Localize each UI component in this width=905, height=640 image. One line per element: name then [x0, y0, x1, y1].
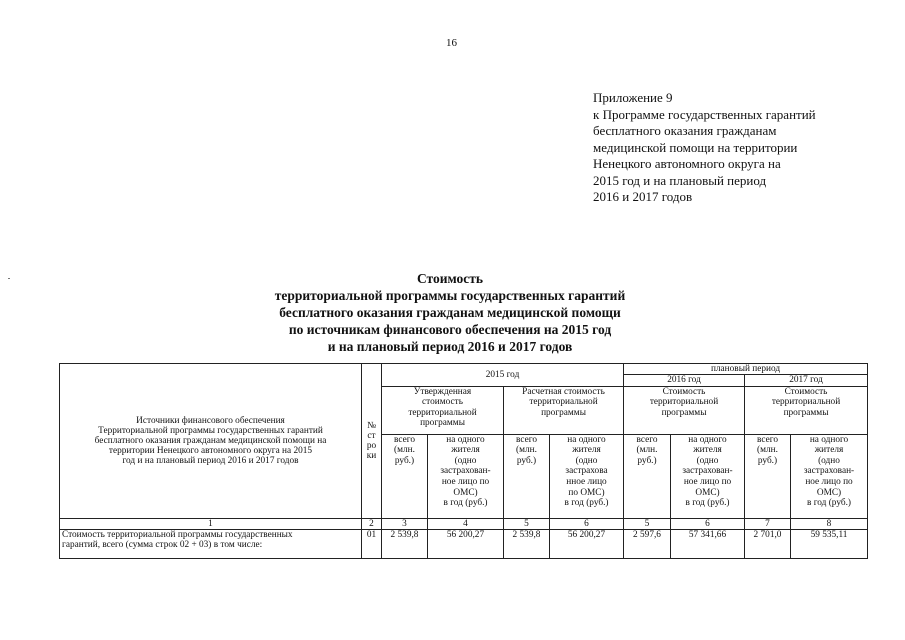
total-header-line: руб.) [394, 455, 415, 466]
source-header-cell [60, 364, 362, 519]
value-cell: 2 539,8 [504, 529, 550, 558]
per-person-line: (одно [454, 455, 477, 466]
per-person-line: застрахован- [682, 466, 733, 477]
estimated-cost-line: Расчетная стоимость [522, 386, 605, 397]
estimated-cost-line: территориальной [529, 397, 598, 408]
title-line: Стоимость [416, 271, 484, 286]
per-person-line: ное лицо по [441, 476, 490, 487]
cost-2017-line: территориальной [771, 397, 841, 408]
total-header-line: (млн. [636, 445, 658, 456]
appendix-line: бесплатного оказания гражданам [593, 123, 777, 138]
per-person-line: застрахова [565, 466, 608, 477]
column-number: 5 [624, 518, 671, 529]
appendix-line: Приложение 9 [593, 90, 673, 105]
total-header-line: руб.) [757, 455, 778, 466]
column-number: 6 [550, 518, 624, 529]
value-cell: 2 539,8 [382, 529, 428, 558]
per-person-line: жителя [814, 445, 844, 456]
source-header-line: год и на плановый период 2016 и 2017 годов [122, 455, 299, 466]
appendix-note [593, 90, 816, 206]
approved-cost-header [382, 386, 504, 434]
column-number: 3 [382, 518, 428, 529]
cost-2016-line: территориальной [649, 397, 719, 408]
per-person-line: в год (руб.) [443, 498, 488, 509]
per-person-header [550, 434, 624, 518]
title-line: территориальной программы государственных гарантий [274, 288, 626, 303]
total-header-line: руб.) [516, 455, 537, 466]
row-number-header-line: № [367, 420, 376, 431]
page-number: 16 [446, 37, 457, 49]
row-number-header [362, 364, 382, 519]
row-label-line: гарантий, всего (сумма строк 02 + 03) в том числе: [62, 540, 263, 551]
per-person-line: на одного [446, 434, 485, 445]
cost-2016-line: Стоимость [662, 386, 706, 397]
column-number: 5 [504, 518, 550, 529]
title-line: бесплатного оказания гражданам медицинской помощи [279, 305, 621, 320]
approved-cost-line: стоимость [422, 397, 463, 408]
per-person-line: (одно [575, 455, 598, 466]
total-header-line: (млн. [516, 445, 537, 456]
value-cell: 56 200,27 [550, 529, 624, 558]
funding-sources-table [59, 363, 868, 559]
per-person-line: ОМС) [695, 487, 720, 498]
total-header [745, 434, 791, 518]
column-number: 7 [745, 518, 791, 529]
per-person-header [428, 434, 504, 518]
planned-period-header: плановый период [624, 364, 868, 375]
per-person-line: жителя [693, 445, 722, 456]
cost-2016-line: программы [661, 407, 707, 418]
source-header-line: Источники финансового обеспечения [136, 415, 285, 426]
year-2016-header: 2016 год [624, 375, 745, 387]
per-person-line: нное лицо [566, 476, 607, 487]
total-header-line: всего [394, 434, 415, 445]
total-header-line: всего [516, 434, 537, 445]
approved-cost-line: программы [420, 418, 465, 429]
title-line: и на плановый период 2016 и 2017 годов [327, 339, 573, 354]
total-header-line: (млн. [394, 445, 415, 456]
appendix-line: Ненецкого автономного округа на [593, 156, 781, 171]
approved-cost-line: Утвержденная [413, 386, 472, 397]
cost-2017-header [745, 386, 868, 434]
column-number-row [60, 518, 868, 529]
per-person-line: на одного [809, 434, 849, 445]
table-row [60, 529, 868, 558]
total-header-line: (млн. [757, 445, 778, 456]
column-number: 8 [791, 518, 868, 529]
total-header-line: руб.) [637, 455, 657, 466]
year-2017-header: 2017 год [745, 375, 868, 387]
row-label-line: Стоимость территориальной программы государственных [62, 529, 293, 540]
cost-2017-line: программы [783, 407, 829, 418]
value-cell: 59 535,11 [791, 529, 868, 558]
estimated-cost-header [504, 386, 624, 434]
total-header [624, 434, 671, 518]
per-person-line: жителя [451, 445, 480, 456]
scan-mark [8, 278, 10, 279]
value-cell: 57 341,66 [671, 529, 745, 558]
column-number: 4 [428, 518, 504, 529]
column-number: 6 [671, 518, 745, 529]
value-cell: 2 597,6 [624, 529, 671, 558]
column-number: 2 [362, 518, 382, 529]
source-header-line: бесплатного оказания гражданам медицинской помощи на [94, 435, 327, 446]
cost-2017-line: Стоимость [784, 386, 828, 397]
row-number: 01 [362, 529, 382, 558]
per-person-line: застрахован- [803, 466, 855, 477]
total-header-line: всего [757, 434, 778, 445]
cost-2016-header [624, 386, 745, 434]
per-person-line: (одно [818, 455, 840, 466]
per-person-line: ОМС) [816, 487, 842, 498]
document-title [200, 270, 700, 355]
per-person-line: в год (руб.) [685, 498, 730, 509]
row-number-header-line: ки [366, 450, 377, 461]
total-header-line: всего [636, 434, 658, 445]
per-person-line: ное лицо по [805, 476, 853, 487]
per-person-line: жителя [572, 445, 601, 456]
per-person-line: по ОМС) [568, 487, 605, 498]
row-number-header-line: ро [366, 440, 377, 451]
per-person-line: (одно [696, 455, 719, 466]
appendix-line: к Программе государственных гарантий [593, 106, 816, 122]
total-header [382, 434, 428, 518]
per-person-header [671, 434, 745, 518]
row-label [60, 529, 362, 558]
total-header [504, 434, 550, 518]
approved-cost-line: территориальной [408, 407, 477, 418]
source-header-line: Территориальной программы государственных гарантий [98, 425, 323, 436]
per-person-line: в год (руб.) [806, 498, 852, 509]
appendix-line: 2016 и 2017 годов [593, 189, 693, 204]
value-cell: 2 701,0 [745, 529, 791, 558]
per-person-line: на одного [688, 434, 727, 445]
estimated-cost-line: программы [541, 407, 586, 418]
per-person-line: в год (руб.) [564, 498, 609, 509]
year-2015-header: 2015 год [382, 364, 624, 387]
appendix-line: медицинской помощи на территории [593, 139, 798, 155]
appendix-line: 2015 год и на плановый период [593, 172, 767, 188]
title-line: по источникам финансового обеспечения на 2015 год [288, 322, 612, 337]
value-cell: 56 200,27 [428, 529, 504, 558]
per-person-header [791, 434, 868, 518]
per-person-line: ОМС) [453, 487, 478, 498]
row-number-header-line: ст [367, 430, 376, 441]
per-person-line: ное лицо по [683, 476, 732, 487]
source-header-line: территории Ненецкого автономного округа на 2015 [108, 445, 313, 456]
per-person-line: застрахован- [440, 466, 491, 477]
per-person-line: на одного [567, 434, 606, 445]
column-number: 1 [60, 518, 362, 529]
